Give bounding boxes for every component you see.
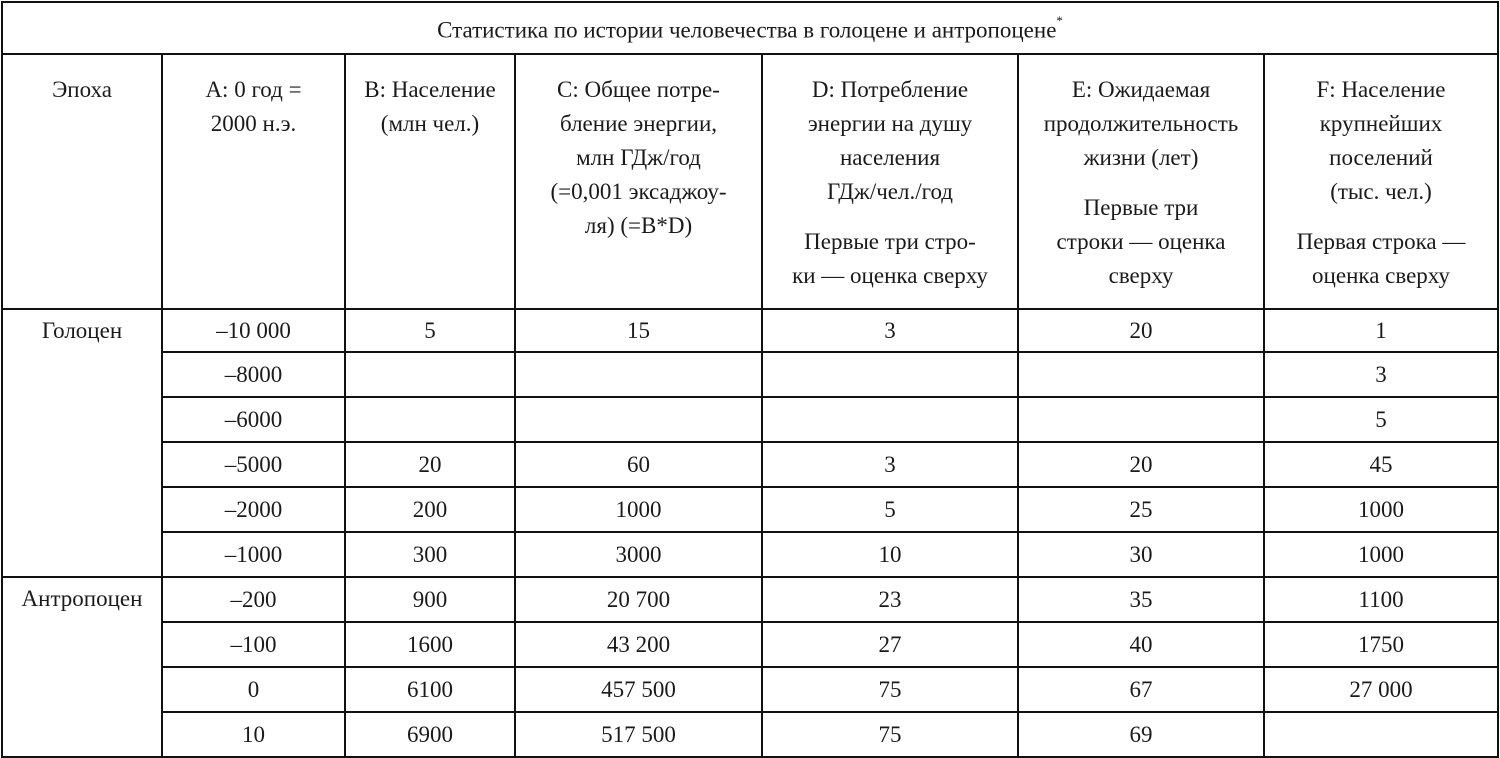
- table-row: [2, 622, 1498, 667]
- cell-f: 1: [1264, 309, 1498, 352]
- cell-f: 1750: [1264, 622, 1498, 667]
- cell-e: 67: [1018, 667, 1264, 712]
- cell-d: 27: [762, 622, 1018, 667]
- cell-e: 69: [1018, 712, 1264, 757]
- cell-e: 25: [1018, 487, 1264, 532]
- cell-b: 6900: [345, 712, 515, 757]
- footnote-mark: *: [1056, 13, 1063, 29]
- cell-f: 3: [1264, 352, 1498, 397]
- cell-d: [762, 352, 1018, 397]
- cell-c: 43 200: [515, 622, 762, 667]
- cell-c: [515, 352, 762, 397]
- cell-d: 3: [762, 309, 1018, 352]
- header-b: B: Население (млн чел.): [345, 54, 515, 309]
- cell-b: 6100: [345, 667, 515, 712]
- table-row: [2, 532, 1498, 577]
- header-e-note: Первые три строки — оценка сверху: [1056, 195, 1226, 288]
- header-e: E: Ожидаемая продолжительность жизни (лет) Первые три строки — оценка сверху: [1018, 54, 1264, 309]
- cell-a: –2000: [162, 487, 345, 532]
- cell-a: –6000: [162, 397, 345, 442]
- table-title: [2, 2, 1498, 54]
- cell-e: 30: [1018, 532, 1264, 577]
- header-f: F: Население крупнейших поселений (тыс. чел.) Первая строка — оценка сверху: [1264, 54, 1498, 309]
- table-row: [2, 712, 1498, 757]
- cell-a: 10: [162, 712, 345, 757]
- cell-d: 10: [762, 532, 1018, 577]
- cell-a: –1000: [162, 532, 345, 577]
- header-c: C: Общее потре- бление энергии, млн ГДж/год (=0,001 эксаджоу- ля) (=B*D): [515, 54, 762, 309]
- cell-a: –10 000: [162, 309, 345, 352]
- cell-b: 1600: [345, 622, 515, 667]
- cell-c: 517 500: [515, 712, 762, 757]
- cell-c: 60: [515, 442, 762, 487]
- cell-e: 40: [1018, 622, 1264, 667]
- cell-d: 75: [762, 667, 1018, 712]
- cell-f: 1000: [1264, 532, 1498, 577]
- table-row: [2, 487, 1498, 532]
- header-a: A: 0 год = 2000 н.э.: [162, 54, 345, 309]
- cell-a: –5000: [162, 442, 345, 487]
- header-row: [2, 54, 1498, 309]
- cell-d: [762, 397, 1018, 442]
- cell-f: 1100: [1264, 577, 1498, 622]
- cell-a: –200: [162, 577, 345, 622]
- cell-a: –100: [162, 622, 345, 667]
- cell-f: 27 000: [1264, 667, 1498, 712]
- header-epoch: Эпоха: [2, 54, 162, 309]
- history-statistics-table: [1, 1, 1499, 758]
- header-f-note: Первая строка — оценка сверху: [1296, 229, 1466, 288]
- table-row: [2, 309, 1498, 352]
- cell-b: 20: [345, 442, 515, 487]
- cell-f: [1264, 712, 1498, 757]
- cell-c: [515, 397, 762, 442]
- table-body: [2, 309, 1498, 757]
- cell-b: [345, 352, 515, 397]
- cell-c: 1000: [515, 487, 762, 532]
- cell-c: 15: [515, 309, 762, 352]
- table-title-text: Статистика по истории человечества в голоцене и антропоцене: [437, 17, 1057, 43]
- epoch-holocene: Голоцен: [2, 309, 162, 577]
- epoch-anthropocene: Антропоцен: [2, 577, 162, 757]
- header-d-note: Первые три стро- ки — оценка сверху: [792, 229, 988, 288]
- cell-c: 3000: [515, 532, 762, 577]
- history-statistics-table-frame: [1, 1, 1497, 747]
- cell-f: 45: [1264, 442, 1498, 487]
- cell-d: 75: [762, 712, 1018, 757]
- cell-e: 35: [1018, 577, 1264, 622]
- cell-a: 0: [162, 667, 345, 712]
- cell-c: 20 700: [515, 577, 762, 622]
- table-row: [2, 352, 1498, 397]
- cell-b: 300: [345, 532, 515, 577]
- cell-e: [1018, 397, 1264, 442]
- cell-d: 5: [762, 487, 1018, 532]
- cell-b: [345, 397, 515, 442]
- cell-f: 1000: [1264, 487, 1498, 532]
- cell-d: 23: [762, 577, 1018, 622]
- table-row: [2, 442, 1498, 487]
- cell-a: –8000: [162, 352, 345, 397]
- cell-b: 200: [345, 487, 515, 532]
- cell-d: 3: [762, 442, 1018, 487]
- cell-e: [1018, 352, 1264, 397]
- cell-f: 5: [1264, 397, 1498, 442]
- cell-e: 20: [1018, 309, 1264, 352]
- cell-c: 457 500: [515, 667, 762, 712]
- table-row: [2, 667, 1498, 712]
- cell-b: 5: [345, 309, 515, 352]
- table-row: [2, 577, 1498, 622]
- header-d: D: Потребление энергии на душу населения ГДж/чел./год Первые три стро- ки — оценка сверху: [762, 54, 1018, 309]
- table-row: [2, 397, 1498, 442]
- cell-b: 900: [345, 577, 515, 622]
- cell-e: 20: [1018, 442, 1264, 487]
